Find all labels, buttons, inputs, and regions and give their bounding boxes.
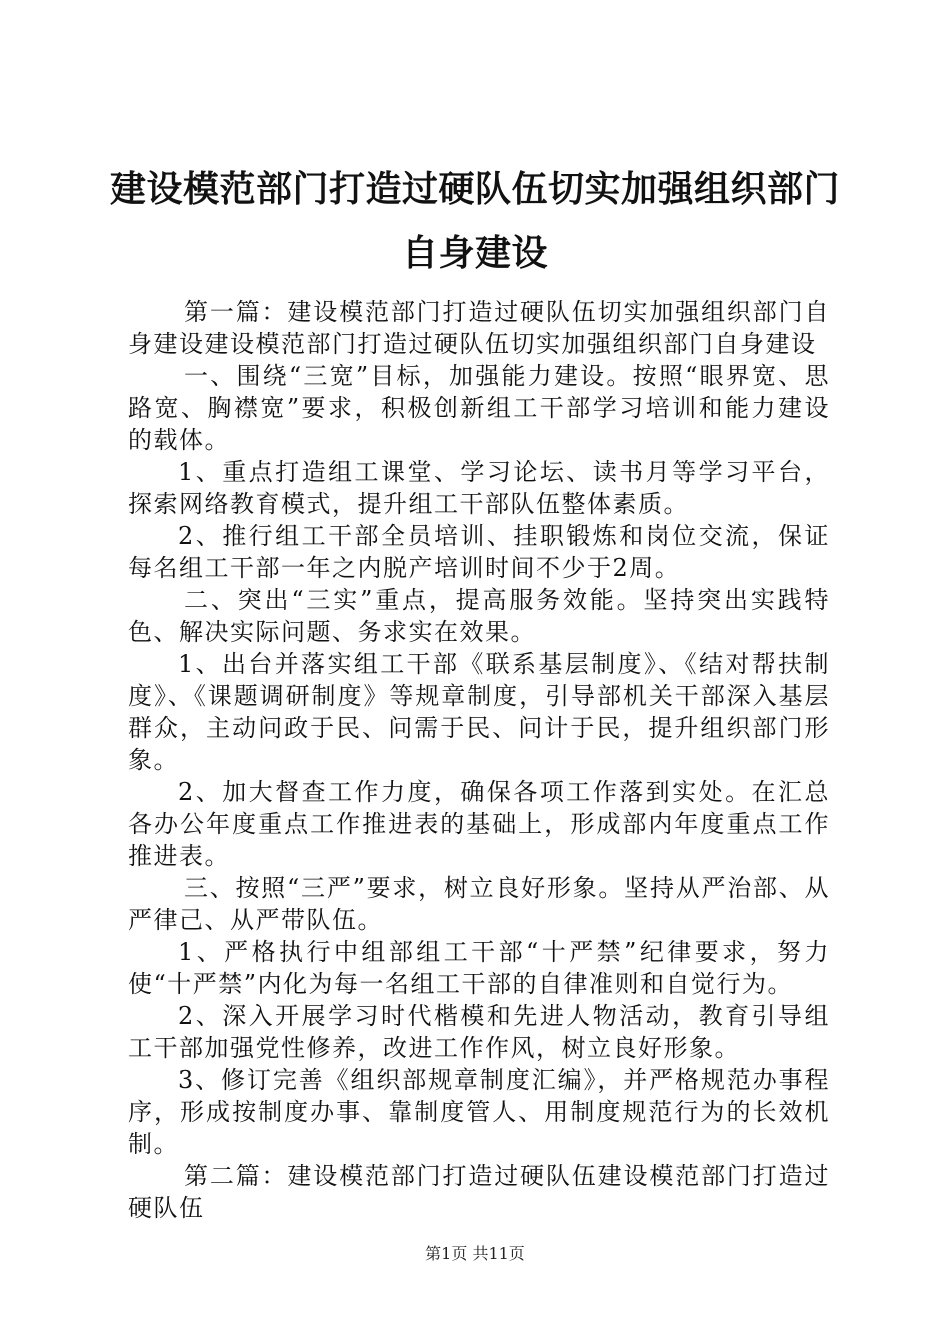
paragraph: 一、围绕“三宽”目标，加强能力建设。按照“眼界宽、思路宽、胸襟宽”要求，积极创新组工干部学习培训和能力建设的载体。 [128,362,830,454]
document-body [128,296,830,1224]
paragraph: 2、深入开展学习时代楷模和先进人物活动，教育引导组工干部加强党性修养，改进工作作风，树立良好形象。 [128,1002,830,1062]
paragraph: 1、重点打造组工课堂、学习论坛、读书月等学习平台，探索网络教育模式，提升组工干部队伍整体素质。 [128,458,830,518]
document-title-line-1: 建设模范部门打造过硬队伍切实加强组织部门 [110,169,841,210]
document-title [110,158,840,286]
paragraph: 三、按照“三严”要求，树立良好形象。坚持从严治部、从严律己、从严带队伍。 [128,874,830,934]
paragraph: 第二篇：建设模范部门打造过硬队伍建设模范部门打造过硬队伍 [128,1162,830,1222]
document-title-line-2: 自身建设 [401,233,548,274]
paragraph: 2、加大督查工作力度，确保各项工作落到实处。在汇总各办公年度重点工作推进表的基础上，形成部内年度重点工作推进表。 [128,778,830,870]
paragraph: 3、修订完善《组织部规章制度汇编》，并严格规范办事程序，形成按制度办事、靠制度管人、用制度规范行为的长效机制。 [128,1066,830,1158]
paragraph: 第一篇：建设模范部门打造过硬队伍切实加强组织部门自身建设建设模范部门打造过硬队伍切实加强组织部门自身建设 [128,298,830,358]
paragraph: 二、突出“三实”重点，提高服务效能。坚持突出实践特色、解决实际问题、务求实在效果。 [128,586,830,646]
paragraph: 1、严格执行中组部组工干部“十严禁”纪律要求，努力使“十严禁”内化为每一名组工干部的自律准则和自觉行为。 [128,938,830,998]
paragraph: 2、推行组工干部全员培训、挂职锻炼和岗位交流，保证每名组工干部一年之内脱产培训时间不少于2周。 [128,522,830,582]
paragraph: 1、出台并落实组工干部《联系基层制度》、《结对帮扶制度》、《课题调研制度》等规章制度，引导部机关干部深入基层群众，主动问政于民、问需于民、问计于民，提升组织部门形象。 [128,650,830,774]
page-number-footer: 第1页 共11页 [425,1244,525,1263]
